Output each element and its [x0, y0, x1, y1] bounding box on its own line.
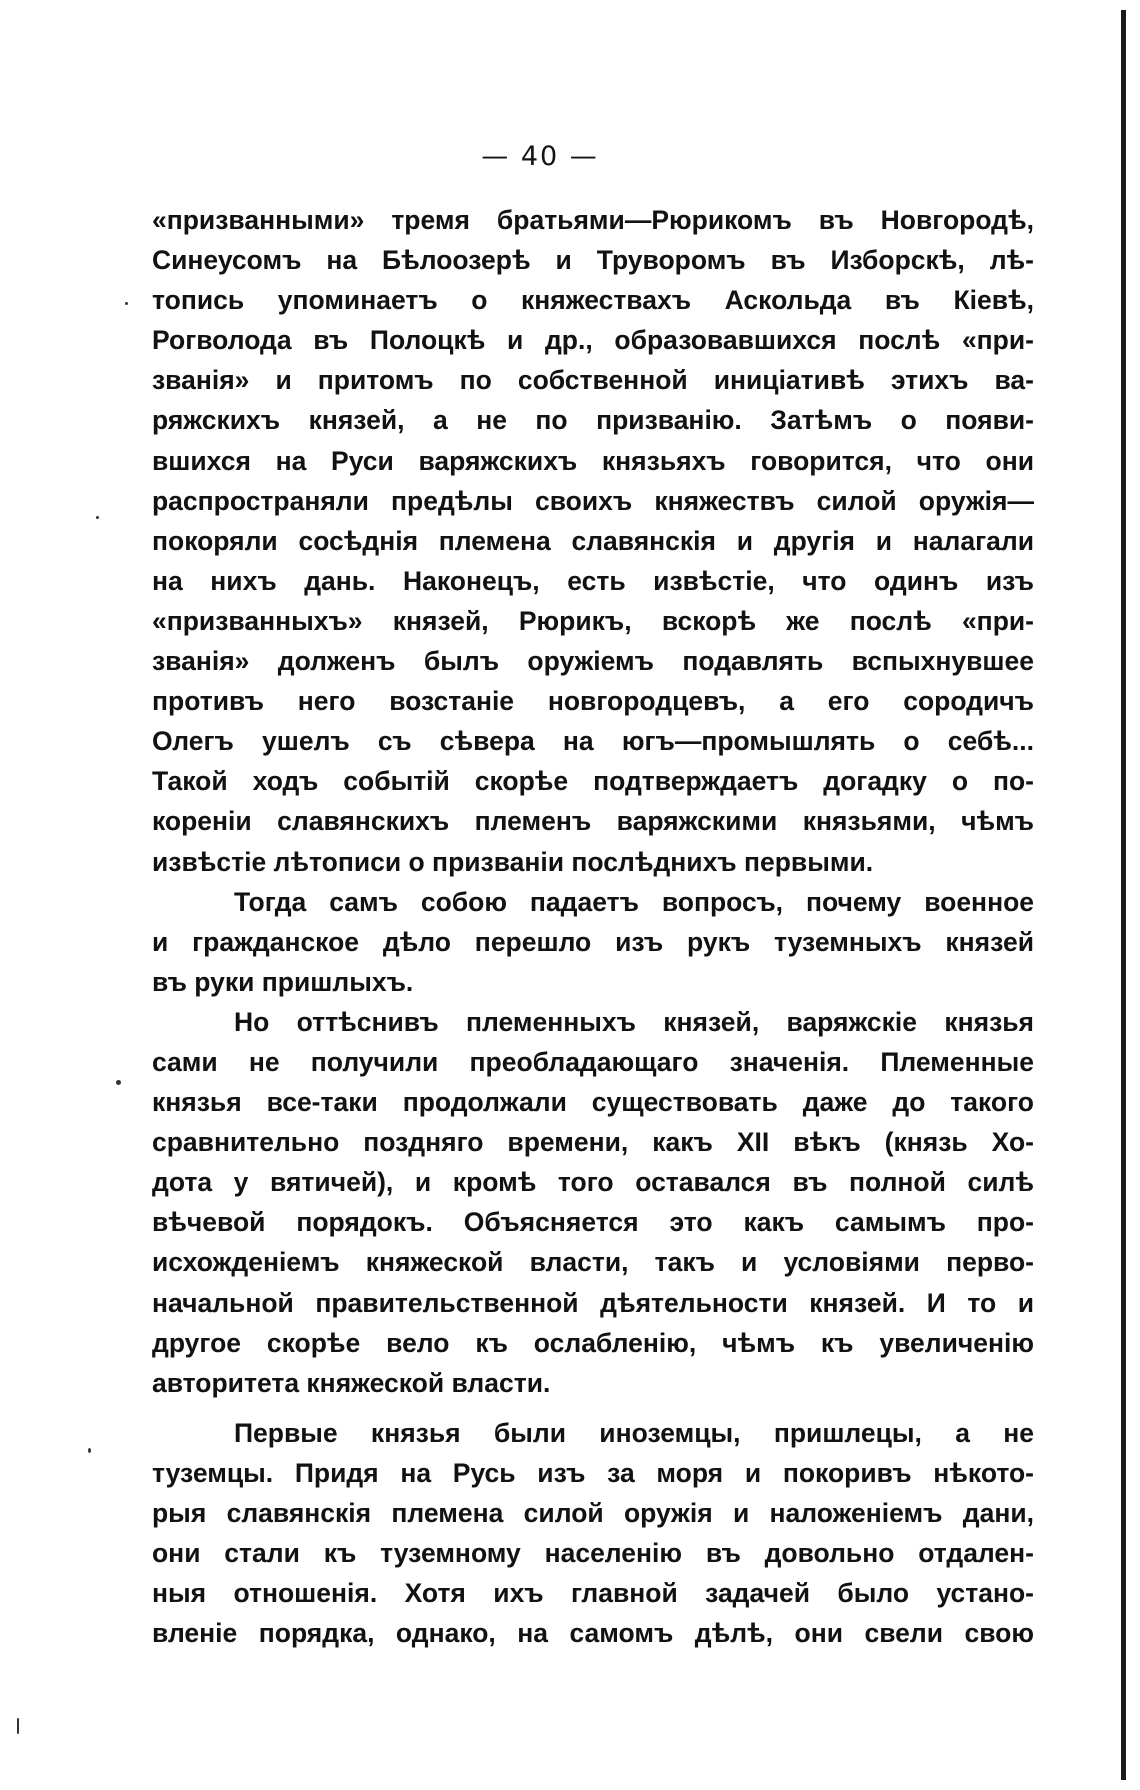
text-line: въ руки пришлыхъ. [152, 966, 414, 997]
text-line: вѣчевой порядокъ. Объясняется это какъ самымъ про- [152, 1207, 1034, 1238]
text-line: и гражданское дѣло перешло изъ рукъ туземныхъ князей [152, 926, 1034, 957]
text-line: сравнительно поздняго времени, какъ XII вѣкъ (князь Хо- [152, 1127, 1034, 1158]
paragraph-2 [152, 882, 1034, 1002]
text-line: Такой ходъ событій скорѣе подтверждаетъ догадку о по- [152, 766, 1034, 797]
text-line: ныя отношенія. Хотя ихъ главной задачей было устано- [152, 1578, 1034, 1609]
text-line: извѣстіе лѣтописи о призваніи послѣднихъ первыми. [152, 846, 874, 877]
text-line: Олегъ ушелъ съ сѣвера на югъ—промышлять о себѣ... [152, 726, 1034, 757]
text-line: князья все-таки продолжали существовать даже до такого [152, 1087, 1034, 1118]
scan-speck [17, 1718, 19, 1734]
text-line: дота у вятичей), и кромѣ того оставался въ полной силѣ [152, 1167, 1034, 1198]
text-line: рыя славянскія племена силой оружія и наложеніемъ дани, [152, 1498, 1034, 1528]
text-line: Синеусомъ на Бѣлоозерѣ и Труворомъ въ Изборскѣ, лѣ- [152, 245, 1034, 276]
text-line: Первые князья были иноземцы, пришлецы, а не [234, 1417, 1034, 1448]
text-line: кореніи славянскихъ племенъ варяжскими князьями, чѣмъ [152, 806, 1034, 837]
text-line: «призванныхъ» князей, Рюрикъ, вскорѣ же послѣ «при- [152, 605, 1034, 636]
paragraph-4 [152, 1413, 1034, 1654]
text-line: вленіе порядка, однако, на самомъ дѣлѣ, они свели свою [152, 1618, 1034, 1649]
text-line: Тогда самъ собою падаетъ вопросъ, почему военное [234, 886, 1034, 917]
paragraph-3 [152, 1002, 1034, 1403]
page-number: — 40 — [481, 141, 599, 172]
text-line: топись упоминаетъ о княжествахъ Аскольда въ Кіевѣ, [152, 285, 1034, 316]
text-line: званія» и притомъ по собственной иниціативѣ этихъ ва- [152, 365, 1034, 396]
scan-speck [125, 302, 128, 305]
text-line: ряжскихъ князей, а не по призванію. Затѣмъ о появи- [152, 405, 1034, 436]
text-line: сами не получили преобладающаго значенія. Племенные [152, 1046, 1034, 1077]
scan-speck [88, 1448, 91, 1453]
text-line: исхожденіемъ княжеской власти, такъ и условіями перво- [152, 1247, 1034, 1278]
text-line: на нихъ дань. Наконецъ, есть извѣстіе, что одинъ изъ [152, 565, 1034, 596]
text-line: авторитета княжеской власти. [152, 1367, 551, 1398]
text-line: Но оттѣснивъ племенныхъ князей, варяжскіе князья [234, 1006, 1034, 1037]
text-line: начальной правительственной дѣятельности князей. И то и [152, 1287, 1034, 1318]
paragraph-1 [152, 200, 1034, 882]
text-line: Рогволода въ Полоцкѣ и др., образовавшихся послѣ «при- [152, 325, 1034, 356]
body-text [152, 200, 1034, 1653]
text-line: туземцы. Придя на Русь изъ за моря и покоривъ нѣкото- [152, 1457, 1034, 1488]
text-line: званія» долженъ былъ оружіемъ подавлять вспыхнувшее [152, 646, 1034, 677]
text-line: другое скорѣе вело къ ослабленію, чѣмъ къ увеличенію [152, 1327, 1034, 1358]
text-line: распространяли предѣлы своихъ княжествъ силой оружія— [152, 485, 1034, 516]
text-line: покоряли сосѣднія племена славянскія и другія и налагали [152, 525, 1034, 556]
text-line: «призванными» тремя братьями—Рюрикомъ въ Новгородѣ, [152, 205, 1034, 235]
text-line: вшихся на Руси варяжскихъ князьяхъ говорится, что они [152, 445, 1034, 476]
text-line: они стали къ туземному населенію въ довольно отдален- [152, 1538, 1034, 1569]
text-line: противъ него возстаніе новгородцевъ, а его сородичъ [152, 686, 1034, 717]
scan-speck [116, 1080, 121, 1085]
scan-speck [96, 516, 99, 519]
page-edge-rule [1121, 10, 1126, 1780]
